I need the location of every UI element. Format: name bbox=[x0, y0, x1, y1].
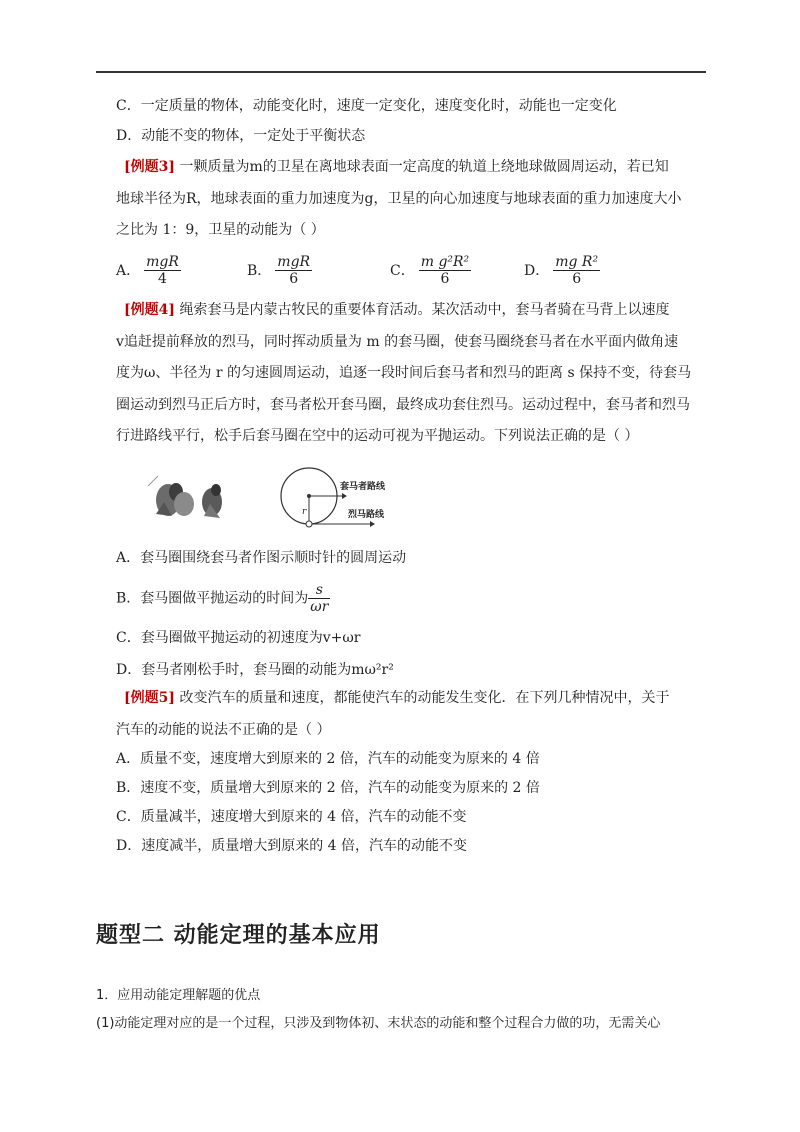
example4-line4: 圈运动到烈马正后方时，套马者松开套马圈，最终成功套住烈马。运动过程中，套马者和烈马 bbox=[116, 397, 690, 413]
fraction: $\frac{\text{m g²R²}}{6}$ bbox=[420, 254, 470, 287]
example4-option-d: D．套马者刚松手时，套马圈的动能为mω²r² bbox=[116, 662, 394, 678]
example4-line1: [例题4] 绳索套马是内蒙古牧民的重要体育活动。某次活动中，套马者骑在马背上以速度 bbox=[124, 302, 670, 318]
horse-path-label: 烈马路线 bbox=[348, 510, 385, 520]
example3-option-b: B． $\frac{\text{mgR}}{6}$ bbox=[247, 254, 311, 287]
example3-option-a: A． $\frac{\text{mgR}}{4}$ bbox=[116, 254, 179, 287]
example4-line2: v追赶提前释放的烈马，同时挥动质量为 m 的套马圈，使套马圈绕套马者在水平面内做角速 bbox=[116, 334, 679, 350]
riders-photo bbox=[148, 476, 222, 518]
example5-option-c: C．质量减半，速度增大到原来的 4 倍，汽车的动能不变 bbox=[116, 809, 467, 825]
example4-option-c: C．套马圈做平抛运动的初速度为v+ωr bbox=[116, 630, 361, 646]
section-title: 题型二 动能定理的基本应用 bbox=[96, 923, 381, 948]
fraction: $\frac{\text{mg R²}}{6}$ bbox=[555, 254, 599, 287]
example4-option-b: B．套马圈做平抛运动的时间为 $\frac{s}{\omega r}$ bbox=[116, 582, 329, 615]
example5-line2: 汽车的动能的说法不正确的是（ ） bbox=[116, 722, 331, 738]
example5-tag: [例题5] bbox=[124, 690, 175, 706]
example3-line2: 地球半径为R，地球表面的重力加速度为g，卫星的向心加速度与地球表面的重力加速度大小 bbox=[116, 191, 682, 207]
lasso-figure bbox=[146, 466, 406, 528]
fraction: $\frac{s}{\omega r}$ bbox=[310, 582, 329, 615]
rider-path-label: 套马者路线 bbox=[340, 482, 386, 492]
radius-label: r bbox=[302, 507, 307, 517]
option-c: C．一定质量的物体，动能变化时，速度一定变化，速度变化时，动能也一定变化 bbox=[116, 98, 617, 114]
example3-line3: 之比为 1：9，卫星的动能为（ ） bbox=[116, 222, 325, 238]
example5-line1: [例题5] 改变汽车的质量和速度，都能使汽车的动能发生变化．在下列几种情况中，关于 bbox=[124, 690, 670, 706]
example3-line1: [例题3] 一颗质量为m的卫星在离地球表面一定高度的轨道上绕地球做圆周运动，若已知 bbox=[124, 159, 669, 175]
option-d: D．动能不变的物体，一定处于平衡状态 bbox=[116, 128, 366, 144]
section-item-1: 1．应用动能定理解题的优点 bbox=[96, 988, 261, 1003]
section-item-1-1: (1)动能定理对应的是一个过程，只涉及到物体初、末状态的动能和整个过程合力做的功，无需关心 bbox=[96, 1016, 661, 1031]
example4-option-a: A．套马圈围绕套马者作图示顺时针的圆周运动 bbox=[116, 550, 407, 566]
lasso-point bbox=[306, 521, 312, 527]
fraction: $\frac{\text{mgR}}{4}$ bbox=[146, 254, 179, 287]
example4-tag: [例题4] bbox=[124, 302, 175, 318]
example3-option-d: D． $\frac{\text{mg R²}}{6}$ bbox=[524, 254, 599, 287]
example5-option-a: A．质量不变，速度增大到原来的 2 倍，汽车的动能变为原来的 4 倍 bbox=[116, 751, 540, 767]
example5-option-b: B．速度不变，质量增大到原来的 2 倍，汽车的动能变为原来的 2 倍 bbox=[116, 780, 540, 796]
fraction: $\frac{\text{mgR}}{6}$ bbox=[277, 254, 311, 287]
example4-line5: 行进路线平行，松手后套马圈在空中的运动可视为平抛运动。下列说法正确的是（ ） bbox=[116, 428, 639, 444]
example4-line3: 度为ω、半径为 r 的匀速圆周运动，追逐一段时间后套马者和烈马的距离 s 保持不变，待套马 bbox=[116, 365, 692, 381]
header-rule bbox=[96, 71, 706, 73]
example5-option-d: D．速度减半，质量增大到原来的 4 倍，汽车的动能不变 bbox=[116, 838, 468, 854]
example3-tag: [例题3] bbox=[124, 159, 175, 175]
example3-option-c: C． $\frac{\text{m g²R²}}{6}$ bbox=[390, 254, 470, 287]
